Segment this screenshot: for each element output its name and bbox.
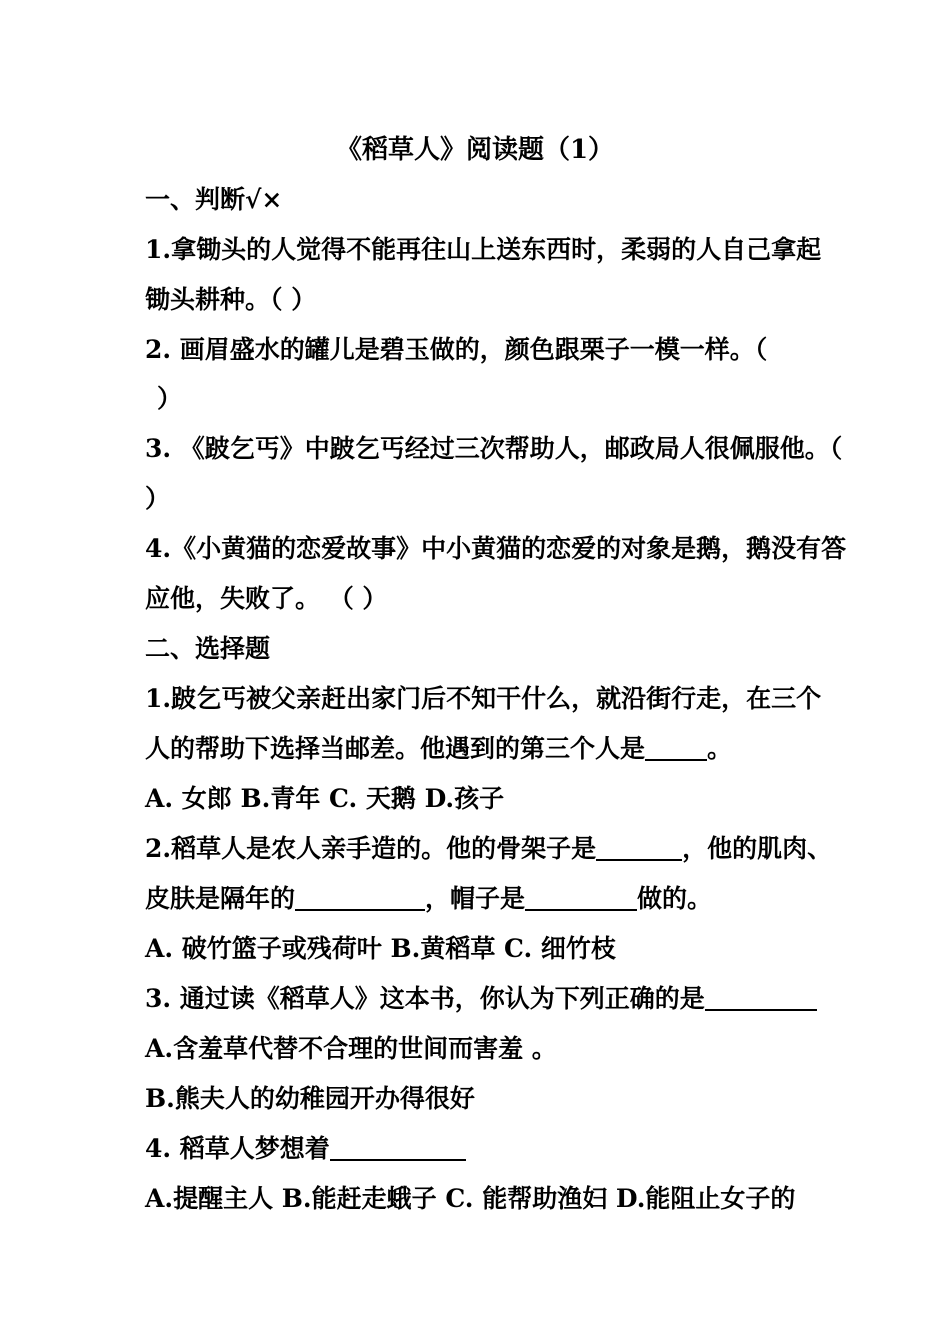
choice-2-text-a: 2.稻草人是农人亲手造的。他的骨架子是 (145, 834, 597, 863)
choice-4-line-1 (145, 1132, 466, 1166)
answer-blank (705, 983, 817, 1011)
choice-1-line-1: 1.跛乞丐被父亲赶出家门后不知干什么，就沿街行走，在三个 (145, 684, 822, 713)
choice-2-text-b: ，他的肌肉、 (682, 834, 833, 863)
choice-2-text-c: 皮肤是隔年的 (145, 884, 296, 913)
choice-1-line-2 (145, 732, 732, 766)
answer-blank (525, 883, 637, 911)
choice-2-line-2 (145, 882, 712, 916)
question-3-line-2: ） (145, 484, 171, 513)
section-heading-judgement: 一、判断√× (145, 185, 283, 214)
choice-3-line-1 (145, 982, 817, 1016)
question-1-line-2: 锄头耕种。（ ） (145, 285, 317, 314)
choice-3-option-b: B.熊夫人的幼稚园开办得很好 (145, 1084, 475, 1113)
choice-4-options: A.提醒主人 B.能赶走蛾子 C. 能帮助渔妇 D.能阻止女子的 (145, 1184, 796, 1213)
question-2-line-2: ） (157, 384, 183, 413)
question-2-line-1: 2. 画眉盛水的罐儿是碧玉做的，颜色跟栗子一模一样。（ (145, 335, 768, 364)
choice-3-option-a: A.含羞草代替不合理的世间而害羞 。 (145, 1034, 557, 1063)
choice-2-text-d: ，帽子是 (425, 884, 526, 913)
choice-1-period: 。 (707, 734, 733, 763)
answer-blank (295, 883, 425, 911)
choice-1-text: 人的帮助下选择当邮差。他遇到的第三个人是 (145, 734, 646, 763)
question-4-line-1: 4.《小黄猫的恋爱故事》中小黄猫的恋爱的对象是鹅，鹅没有答 (145, 534, 847, 563)
answer-blank (596, 833, 682, 861)
choice-2-options: A. 破竹篮子或残荷叶 B.黄稻草 C. 细竹枝 (145, 934, 616, 963)
choice-3-text: 3. 通过读《稻草人》这本书，你认为下列正确的是 (145, 984, 705, 1013)
section-heading-choice: 二、选择题 (145, 634, 271, 663)
answer-blank (645, 733, 707, 761)
choice-4-text: 4. 稻草人梦想着 (145, 1134, 330, 1163)
question-4-line-2: 应他，失败了。 （ ） (145, 584, 388, 613)
question-1-line-1: 1.拿锄头的人觉得不能再往山上送东西时，柔弱的人自己拿起 (145, 235, 822, 264)
choice-2-line-1 (145, 832, 832, 866)
question-3-line-1: 3. 《跛乞丐》中跛乞丐经过三次帮助人，邮政局人很佩服他。（ (145, 434, 843, 463)
answer-blank (330, 1133, 466, 1161)
choice-2-text-e: 做的。 (637, 884, 713, 913)
choice-1-options: A. 女郎 B.青年 C. 天鹅 D.孩子 (145, 784, 505, 813)
document-title: 《稻草人》阅读题（1） (335, 135, 615, 165)
